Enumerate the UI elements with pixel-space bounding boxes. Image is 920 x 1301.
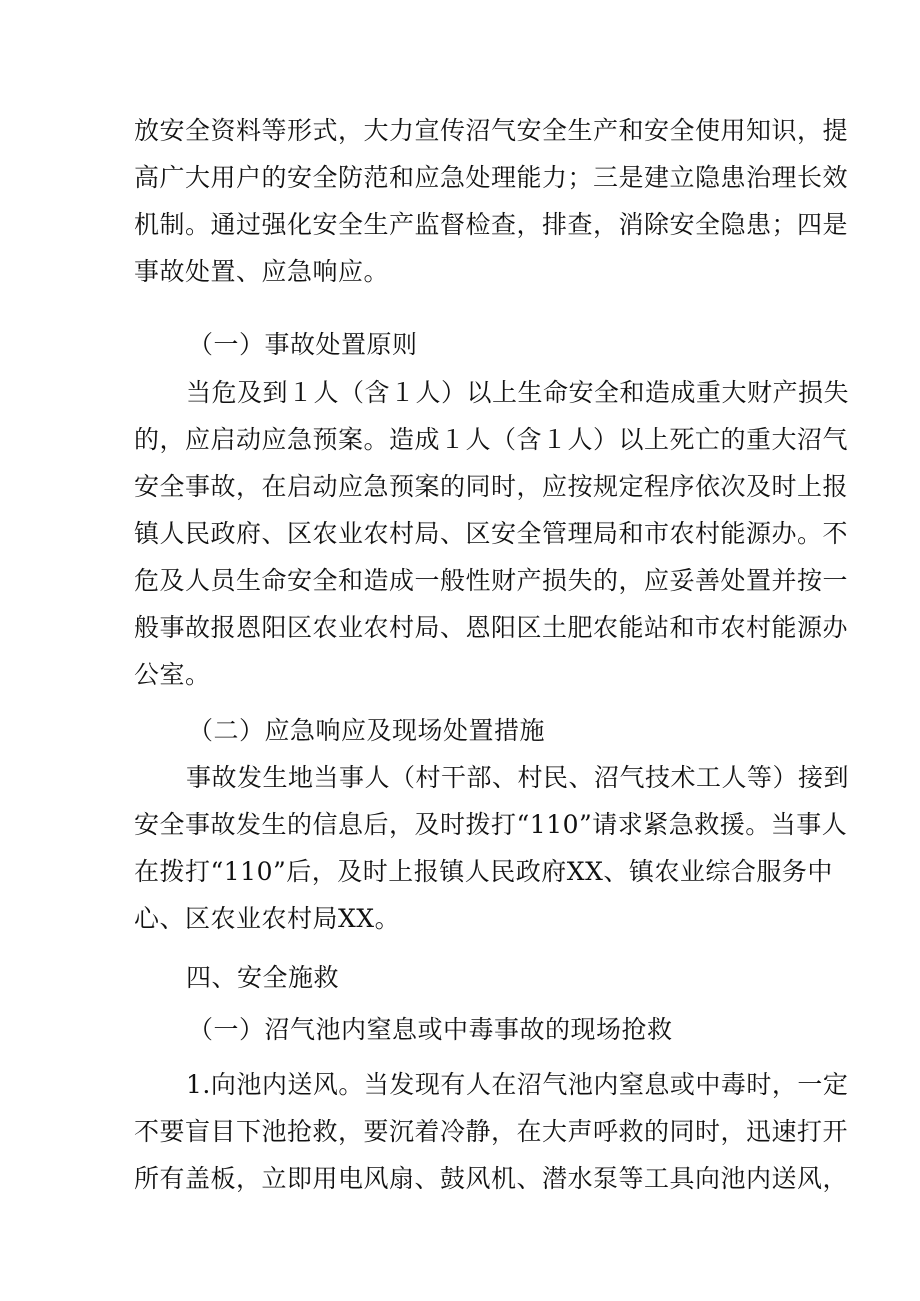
body-text-line: 高广大用户的安全防范和应急处理能力；三是建立隐患治理长效 bbox=[134, 163, 849, 192]
body-text-line: 公室。 bbox=[134, 660, 211, 689]
body-text-line: 所有盖板，立即用电风扇、鼓风机、潜水泵等工具向池内送风， bbox=[134, 1164, 849, 1193]
body-text-line: 安全事故发生的信息后，及时拨打“110”请求紧急救援。当事人 bbox=[134, 810, 848, 839]
body-text-line: 当危及到１人（含１人）以上生命安全和造成重大财产损失 bbox=[186, 378, 850, 407]
body-text-line: 事故发生地当事人（村干部、村民、沼气技术工人等）接到 bbox=[186, 763, 850, 792]
body-text-line: 在拨打“110”后，及时上报镇人民政府XX、镇农业综合服务中 bbox=[134, 857, 833, 886]
body-text-line: 不要盲目下池抢救，要沉着冷静，在大声呼救的同时，迅速打开 bbox=[134, 1117, 849, 1146]
body-text-line: 般事故报恩阳区农业农村局、恩阳区土肥农能站和市农村能源办 bbox=[134, 613, 849, 642]
body-text-line: 的，应启动应急预案。造成１人（含１人）以上死亡的重大沼气 bbox=[134, 425, 849, 454]
body-text-line: 镇人民政府、区农业农村局、区安全管理局和市农村能源办。不 bbox=[134, 519, 849, 548]
body-text-line: 事故处置、应急响应。 bbox=[134, 257, 390, 286]
body-text-line: 危及人员生命安全和造成一般性财产损失的，应妥善处置并按一 bbox=[134, 566, 849, 595]
body-text-line: 安全事故，在启动应急预案的同时，应按规定程序依次及时上报 bbox=[134, 472, 849, 501]
body-text-line: 心、区农业农村局XX。 bbox=[134, 904, 401, 933]
section-heading: （二）应急响应及现场处置措施 bbox=[188, 716, 546, 745]
body-text-line: 机制。通过强化安全生产监督检查，排查，消除安全隐患；四是 bbox=[134, 210, 849, 239]
body-text-line: 放安全资料等形式，大力宣传沼气安全生产和安全使用知识，提 bbox=[134, 116, 849, 145]
chapter-heading: 四、安全施救 bbox=[186, 963, 340, 992]
section-heading: （一）沼气池内窒息或中毒事故的现场抢救 bbox=[188, 1015, 673, 1044]
section-heading: （一）事故处置原则 bbox=[188, 330, 418, 359]
body-text-line: 1.向池内送风。当发现有人在沼气池内窒息或中毒时，一定 bbox=[186, 1070, 849, 1099]
